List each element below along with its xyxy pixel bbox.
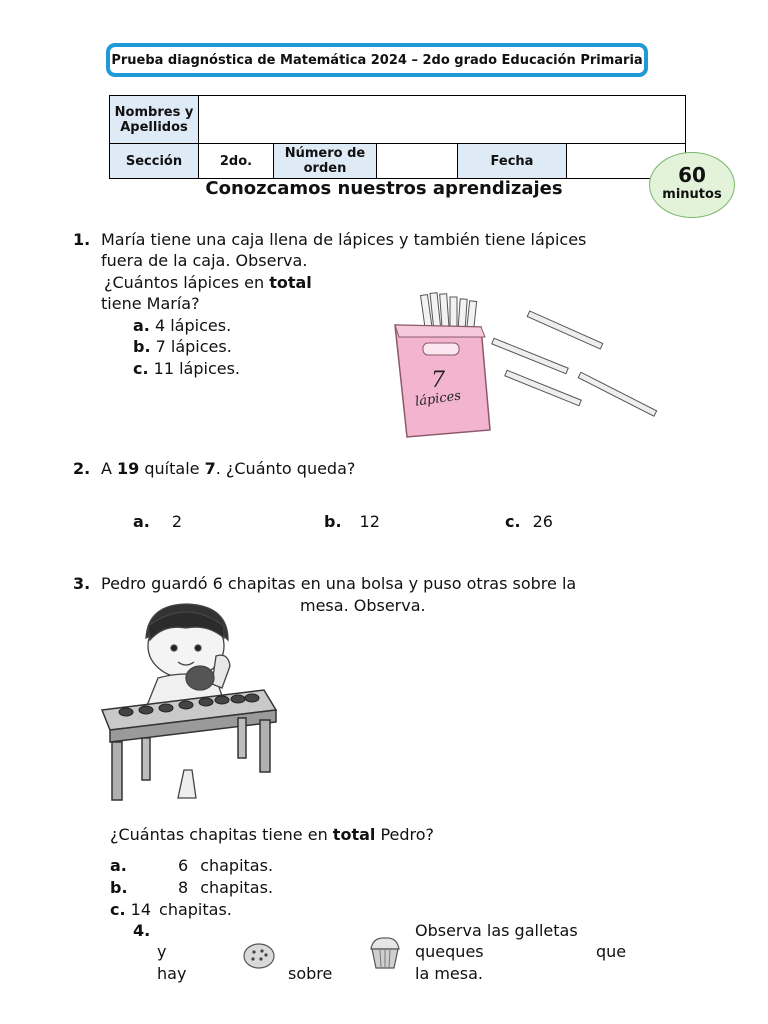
q4-word-sobre: sobre: [288, 964, 333, 983]
option-text: 12: [359, 512, 380, 531]
q1-line3: [104, 272, 312, 293]
q2-text-1: A: [101, 459, 118, 478]
section-value: 2do.: [199, 144, 274, 179]
q4-word-y: y: [157, 942, 167, 961]
cupcake-icon: [367, 935, 403, 971]
option-text: 2: [171, 512, 183, 531]
option-number: 6: [178, 856, 189, 875]
q3-question: [110, 824, 434, 845]
boy-table-illustration: [88, 598, 288, 803]
option-text: 11 lápices.: [153, 359, 241, 378]
option-letter: b.: [133, 337, 151, 356]
box-number: 7: [431, 368, 445, 393]
q2-text-2: quítale: [139, 459, 205, 478]
option-text: 4 lápices.: [154, 316, 232, 335]
q3-option-a[interactable]: [110, 855, 273, 876]
section-label: Sección: [110, 144, 199, 179]
q1-line1: María tiene una caja llena de lápices y también tiene lápices: [101, 230, 587, 249]
option-letter: b.: [110, 878, 128, 897]
q4-right-line2b: que: [596, 942, 627, 961]
option-text: chapitas.: [200, 878, 274, 897]
q1-line2: fuera de la caja. Observa.: [101, 251, 308, 270]
q4-right-line1: Observa las galletas: [415, 921, 578, 940]
name-label: Nombres y Apellidos: [110, 96, 199, 144]
option-letter: c.: [505, 512, 521, 531]
option-letter: c.: [110, 900, 126, 919]
q1-number: 1.: [73, 230, 91, 249]
cookie-icon: [242, 942, 276, 970]
q3-number: 3.: [73, 574, 91, 593]
q2-text-3: . ¿Cuánto queda?: [215, 459, 356, 478]
q1-total-word: total: [269, 273, 312, 292]
q4-right-line3: la mesa.: [415, 964, 483, 983]
q3-question-a: ¿Cuántas chapitas tiene en: [110, 825, 333, 844]
q1-option-c[interactable]: [133, 358, 240, 379]
order-number-field[interactable]: [377, 144, 458, 179]
option-number: 8: [178, 878, 189, 897]
option-letter: a.: [110, 856, 127, 875]
q2-option-a[interactable]: [133, 511, 182, 532]
q1-option-a[interactable]: [133, 315, 231, 336]
q2-option-c[interactable]: [505, 511, 553, 532]
option-letter: c.: [133, 359, 149, 378]
option-text: chapitas.: [159, 900, 232, 919]
loose-pencils: [492, 311, 657, 416]
q2-number: 2.: [73, 459, 91, 478]
q3-line1: Pedro guardó 6 chapitas en una bolsa y puso otras sobre la: [101, 574, 577, 593]
q4-right-line2a: queques: [415, 942, 484, 961]
q4-word-hay: hay: [157, 964, 187, 983]
q1-line3-text: ¿Cuántos lápices en: [104, 273, 270, 292]
option-letter: a.: [133, 512, 150, 531]
q1-option-b[interactable]: [133, 336, 232, 357]
option-text: chapitas.: [200, 856, 274, 875]
pencil-box-illustration: [385, 285, 665, 445]
q2-number-7: 7: [204, 459, 216, 478]
test-title: Prueba diagnóstica de Matemática 2024 – 2do grado Educación Primaria: [111, 53, 643, 68]
box-word: lápices: [414, 388, 462, 410]
q2-option-b[interactable]: [324, 511, 380, 532]
q3-total-word: total: [332, 825, 376, 844]
q2-text: [101, 458, 355, 479]
q1-line4: tiene María?: [101, 294, 200, 313]
date-label: Fecha: [458, 144, 567, 179]
option-number: 14: [130, 900, 152, 919]
q2-number-19: 19: [117, 459, 140, 478]
page-heading: Conozcamos nuestros aprendizajes: [205, 178, 563, 199]
order-number-label: Número de orden: [274, 144, 377, 179]
option-text: 7 lápices.: [155, 337, 232, 356]
q4-number: 4.: [133, 921, 151, 940]
option-letter: b.: [324, 512, 342, 531]
test-title-box: [106, 43, 648, 77]
student-info-table: [109, 95, 686, 179]
option-text: 26: [532, 512, 553, 531]
time-unit: minutos: [662, 187, 722, 202]
option-letter: a.: [133, 316, 150, 335]
q3-option-c[interactable]: [110, 899, 232, 920]
time-value: 60: [678, 163, 706, 187]
q3-option-b[interactable]: [110, 877, 273, 898]
name-field[interactable]: [199, 96, 686, 144]
q3-question-c: Pedro?: [375, 825, 435, 844]
q3-line2: mesa. Observa.: [300, 596, 426, 615]
